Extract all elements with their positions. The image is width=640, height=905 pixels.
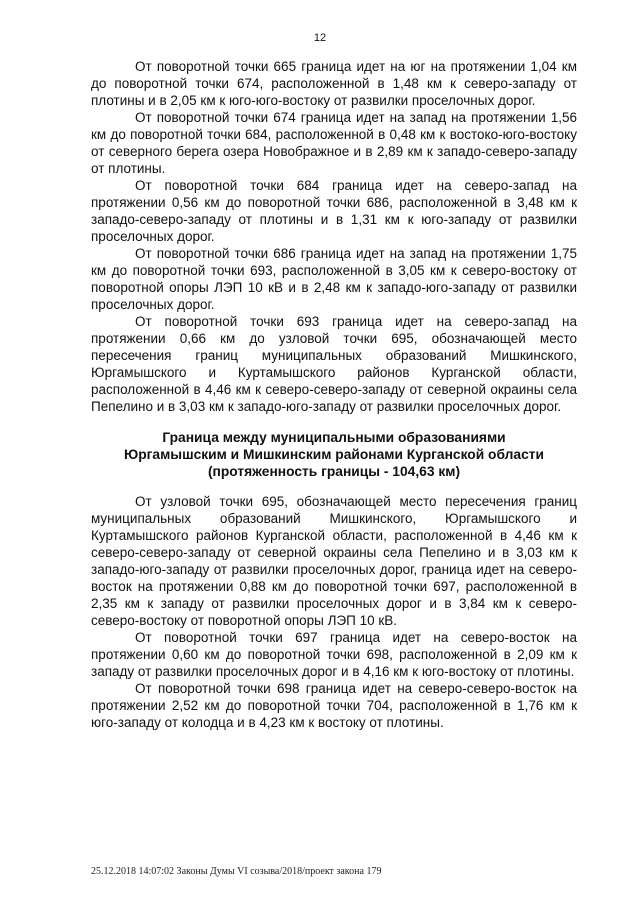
paragraph: От поворотной точки 674 граница идет на запад на протяжении 1,56 км до поворотной точки 684, расположенной в 0,48 км к востоко-юго-востоку от северного берега озера Новображное и в 2,89 км к западо-северо-западу от плотины. — [91, 110, 577, 176]
section-heading-line: (протяженность границы - 104,63 км) — [207, 464, 461, 479]
paragraph: От узловой точки 695, обозначающей место пересечения границ муниципальных образований Мишкинского, Юргамышского и Куртамышского районов Курганской области, расположенной в 4,46 км к северо-северо-западу от северной окраины села Пепелино и в 3,03 км к западо-юго-западу от развилки проселочных дорог, граница идет на северо-восток на протяжении 0,88 км до поворотной точки 697, расположенной в 2,35 км к западу от развилки проселочных дорог и в 3,84 км к северо-северо-востоку от поворотной опоры ЛЭП 10 кВ. — [91, 494, 577, 628]
page-footer: 25.12.2018 14:07:02 Законы Думы VI созыва/2018/проект закона 179 — [91, 866, 382, 877]
paragraph: От поворотной точки 693 граница идет на северо-запад на протяжении 0,66 км до узловой точки 695, обозначающей место пересечения границ муниципальных образований Мишкинского, Юргамышского и Куртамышского районов Курганской области, расположенной в 4,46 км к северо-северо-западу от северной окраины села Пепелино и в 3,03 км к западо-юго-западу от развилки проселочных дорог. — [91, 314, 577, 414]
paragraph: От поворотной точки 684 граница идет на северо-запад на протяжении 0,56 км до поворотной точки 686, расположенной в 3,48 км к западо-северо-западу от плотины и в 1,31 км к юго-западу от развилки проселочных дорог. — [91, 178, 577, 244]
paragraph: От поворотной точки 686 граница идет на запад на протяжении 1,75 км до поворотной точки 693, расположенной в 3,05 км к северо-востоку от поворотной опоры ЛЭП 10 кВ и в 2,48 км к западо-юго-западу от развилки проселочных дорог. — [91, 246, 577, 312]
paragraph: От поворотной точки 698 граница идет на северо-северо-восток на протяжении 2,52 км до поворотной точки 704, расположенной в 1,76 км к юго-западу от колодца и в 4,23 км к востоку от плотины. — [91, 681, 577, 730]
section-heading-line: Юргамышским и Мишкинским районами Курганской области — [124, 447, 544, 462]
document-body — [91, 58, 577, 731]
paragraph: От поворотной точки 697 граница идет на северо-восток на протяжении 0,60 км до поворотной точки 698, расположенной в 2,09 км к западу от развилки проселочных дорог и в 4,16 км к юго-востоку от плотины. — [91, 630, 577, 679]
section-heading-line: Граница между муниципальными образованиями — [162, 430, 506, 445]
section-heading — [91, 429, 577, 480]
page-number: 12 — [313, 32, 327, 44]
paragraph: От поворотной точки 665 граница идет на юг на протяжении 1,04 км до поворотной точки 674, расположенной в 1,48 км к северо-западу от плотины и в 2,05 км к юго-юго-востоку от развилки проселочных дорог. — [91, 59, 577, 108]
